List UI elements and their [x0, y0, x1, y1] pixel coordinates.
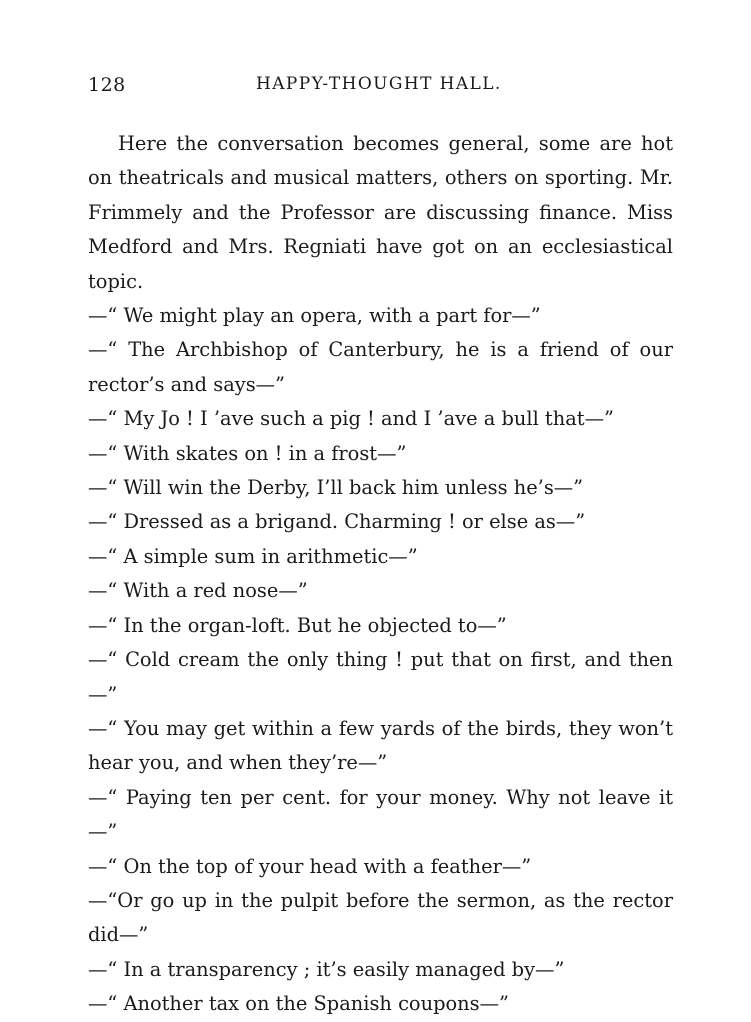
dialogue-line: —“ In the organ-loft. But he objected to—”	[88, 613, 507, 637]
dialogue-line: —“ With a red nose—”	[88, 579, 308, 603]
dialogue-line: —“ A simple sum in arithmetic—”	[88, 544, 418, 568]
page-header	[88, 74, 676, 100]
dialogue-line: —“ Will win the Derby, I’ll back him unless he’s—”	[88, 476, 584, 500]
running-head: HAPPY-THOUGHT HALL.	[256, 74, 502, 94]
dialogue-line: —“ You may get within a few yards of the birds, they won’t hear you, and when they’re—”	[88, 716, 673, 775]
dialogue-line: —“ Dressed as a brigand. Charming ! or else as—”	[88, 510, 586, 534]
page-number: 128	[88, 74, 126, 96]
dialogue-line: —“ The Archbishop of Canterbury, he is a friend of our rector’s and says—”	[88, 338, 673, 396]
opening-paragraph: Here the conversation becomes general, some are hot on theatricals and musical matters, others on sporting. Mr. Frimmely and the Professor are discussing finance. Miss Medford and Mrs. Regniati have got on an ecclesiastical topic.	[88, 132, 673, 293]
dialogue-line: —“ On the top of your head with a feather—”	[88, 854, 532, 878]
dialogue-line: —“ Paying ten per cent. for your money. Why not leave it—”	[88, 785, 673, 844]
dialogue-line: —“Or go up in the pulpit before the sermon, as the rector did—”	[88, 888, 673, 947]
dialogue-line: —“ We might play an opera, with a part for—”	[88, 304, 541, 328]
dialogue-line: —“ Another tax on the Spanish coupons—”	[88, 992, 509, 1016]
dialogue-line: —“ My Jo ! I ’ave such a pig ! and I ’ave a bull that—”	[88, 407, 614, 431]
dialogue-line: —“ With skates on ! in a frost—”	[88, 441, 407, 465]
dialogue-line: —“ Cold cream the only thing ! put that on first, and then—”	[88, 648, 673, 706]
body-text	[88, 127, 673, 1022]
dialogue-line: —“ In a transparency ; it’s easily managed by—”	[88, 957, 565, 981]
